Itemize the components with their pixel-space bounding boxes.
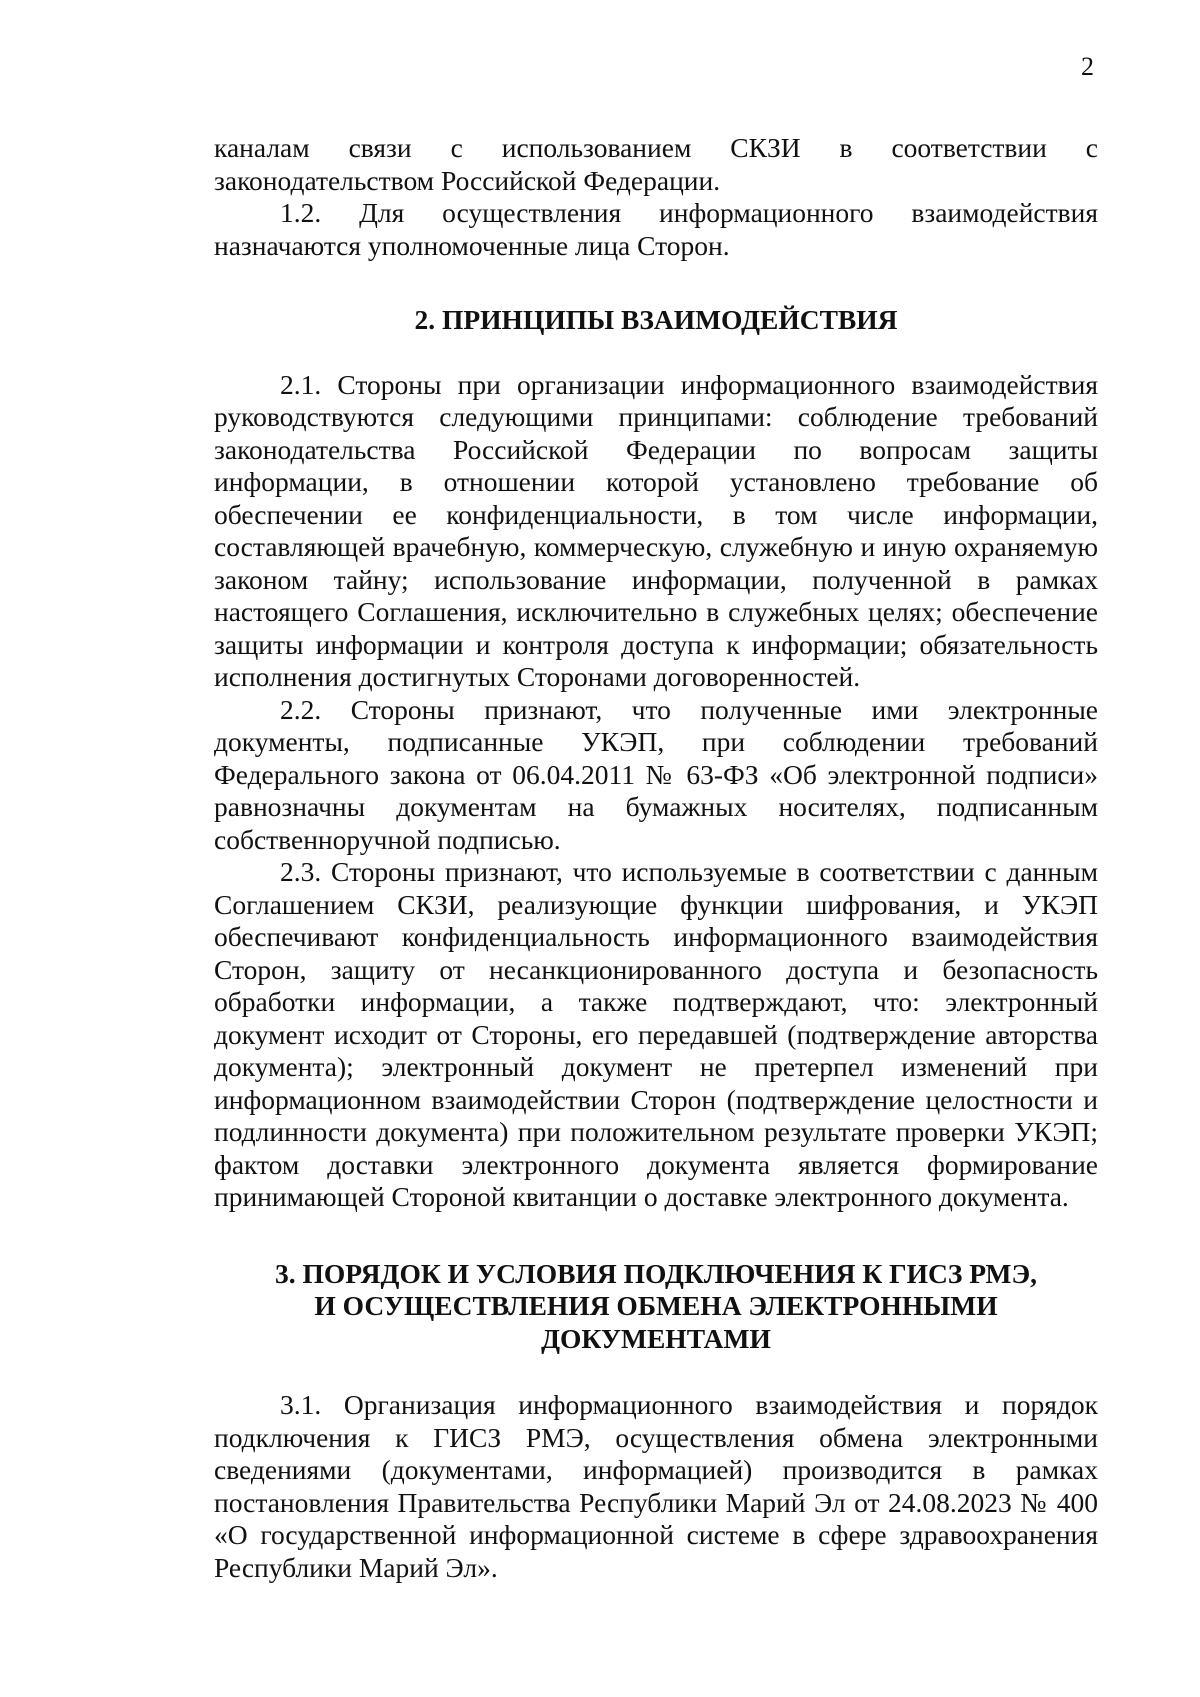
paragraph-1-2: 1.2. Для осуществления информационного взаимодействия назначаются уполномоченные лица Сторон. [214,197,1098,261]
paragraph-2-1: 2.1. Стороны при организации информационного взаимодействия руководствуются следующими принципами: соблюдение требований законодательства Российской Федерации по вопросам защиты информации, в отношении которой установлено требование об обеспечении ее конфиденциальности, в том числе информации, составляющей врачебную, коммерческую, служебную и иную охраняемую законом тайну; использование информации, полученной в рамках настоящего Соглашения, исключительно в служебных целях; обеспечение защиты информации и контроля доступа к информации; обязательность исполнения достигнутых Сторонами договоренностей. [214,368,1098,692]
section-3-heading-line-1: 3. ПОРЯДОК И УСЛОВИЯ ПОДКЛЮЧЕНИЯ К ГИСЗ РМЭ, [274,1257,1038,1289]
paragraph-2-2: 2.2. Стороны признают, что полученные ими электронные документы, подписанные УКЭП, при соблюдении требований Федерального закона от 06.04.2011 № 63-ФЗ «Об электронной подписи» равнозначны документам на бумажных носителях, подписанным собственноручной подписью. [214,693,1098,855]
section-3-heading [214,1258,1098,1356]
document-body [214,132,1098,1584]
paragraph-2-3: 2.3. Стороны признают, что используемые в соответствии с данным Соглашением СКЗИ, реализующие функции шифрования, и УКЭП обеспечивают конфиденциальность информационного взаимодействия Сторон, защиту от несанкционированного доступа и безопасность обработки информации, а также подтверждают, что: электронный документ исходит от Стороны, его передавшей (подтверждение авторства документа); электронный документ не претерпел изменений при информационном взаимодействии Сторон (подтверждение целостности и подлинности документа) при положительном результате проверки УКЭП; фактом доставки электронного документа является формирование принимающей Стороной квитанции о доставке электронного документа. [214,856,1098,1212]
section-2-heading: 2. ПРИНЦИПЫ ВЗАИМОДЕЙСТВИЯ [414,304,898,335]
paragraph-3-1: 3.1. Организация информационного взаимодействия и порядок подключения к ГИСЗ РМЭ, осуществления обмена электронными сведениями (документами, информацией) производится в рамках постановления Правительства Республики Марий Эл от 24.08.2023 № 400 «О государственной информационной системе в сфере здравоохранения Республики Марий Эл». [214,1389,1098,1583]
page-number: 2 [1081,52,1094,81]
paragraph-continuation: каналам связи с использованием СКЗИ в соответствии с законодательством Российской Федерации. [214,132,1098,196]
section-3-heading-line-3: ДОКУМЕНТАМИ [541,1322,771,1354]
section-3-heading-line-2: И ОСУЩЕСТВЛЕНИЯ ОБМЕНА ЭЛЕКТРОННЫМИ [314,1290,998,1321]
